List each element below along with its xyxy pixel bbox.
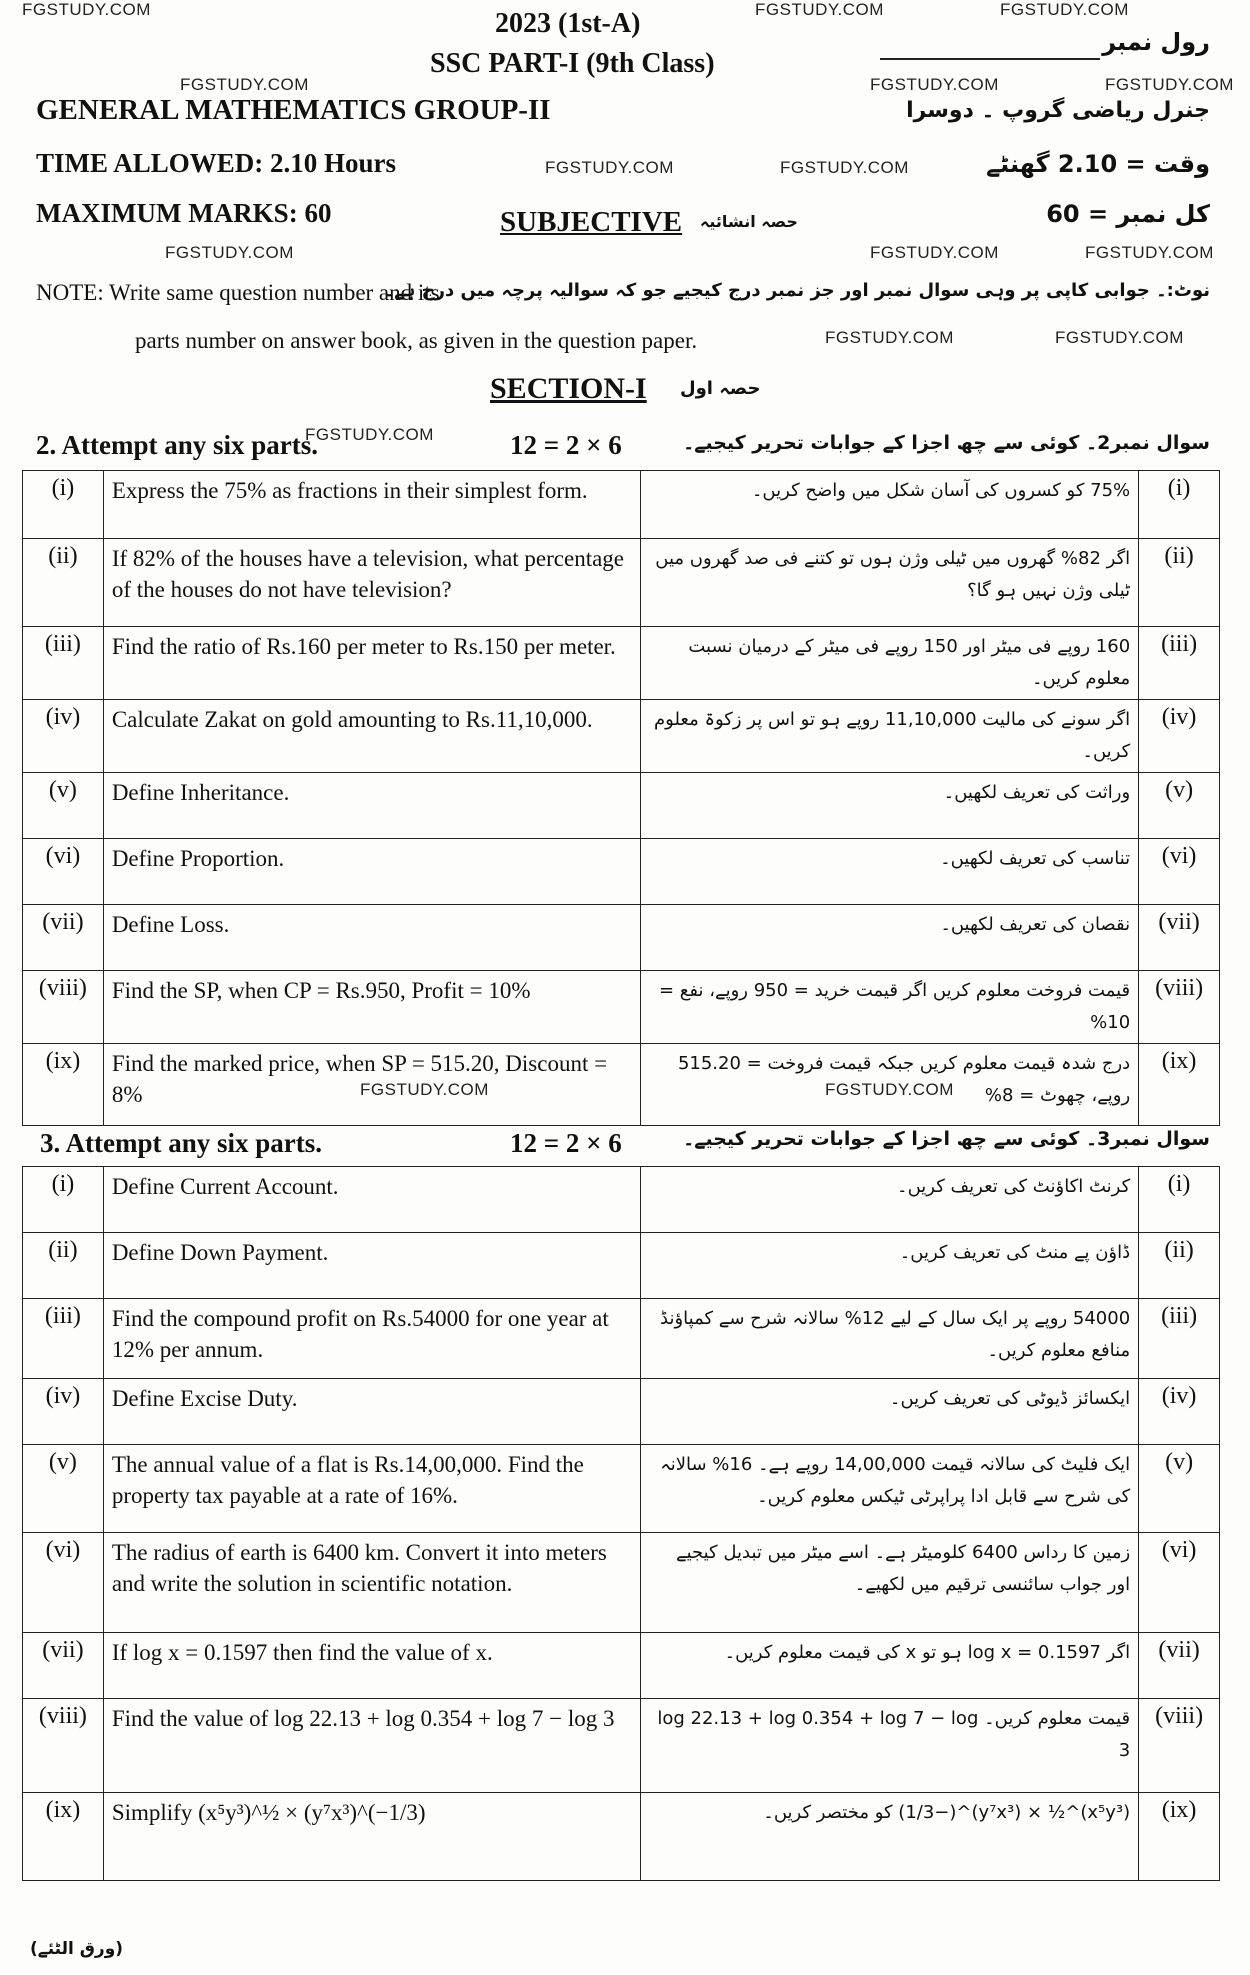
question-text-urdu: اگر سونے کی مالیت 11,10,000 روپے ہو تو اس پر زکوۃ معلوم کریں۔ — [640, 700, 1138, 773]
part-number: (v) — [23, 773, 104, 839]
question-text: If 82% of the houses have a television, what percentage of the houses do not have television? — [103, 539, 640, 627]
q2-heading: 2. Attempt any six parts. — [36, 430, 318, 460]
question-row — [23, 1633, 1220, 1699]
part-number-urdu: (iv) — [1139, 700, 1220, 773]
watermark: FGSTUDY.COM — [22, 0, 151, 19]
part-number-urdu: (v) — [1139, 773, 1220, 839]
question-text-urdu: کرنٹ اکاؤنٹ کی تعریف کریں۔ — [640, 1167, 1138, 1233]
roll-number-line — [880, 58, 1100, 60]
watermark: FGSTUDY.COM — [305, 425, 434, 444]
part-number: (vii) — [23, 1633, 104, 1699]
watermark: FGSTUDY.COM — [1085, 243, 1214, 262]
watermark: FGSTUDY.COM — [825, 1080, 954, 1099]
part-number: (viii) — [23, 1699, 104, 1793]
part-number: (iv) — [23, 700, 104, 773]
question-text-urdu: 54000 روپے پر ایک سال کے لیے 12% سالانہ شرح سے کمپاؤنڈ منافع معلوم کریں۔ — [640, 1299, 1138, 1379]
question-text-urdu: ڈاؤن پے منٹ کی تعریف کریں۔ — [640, 1233, 1138, 1299]
maximum-marks: MAXIMUM MARKS: 60 — [36, 198, 332, 228]
question-text: Calculate Zakat on gold amounting to Rs.11,10,000. — [103, 700, 640, 773]
question-text-urdu: قیمت معلوم کریں۔ log 22.13 + log 0.354 + log 7 − log 3 — [640, 1699, 1138, 1793]
part-number-urdu: (vii) — [1139, 1633, 1220, 1699]
question-row — [23, 700, 1220, 773]
q3-table — [22, 1166, 1220, 1881]
watermark: FGSTUDY.COM — [1000, 0, 1129, 19]
question-row — [23, 1793, 1220, 1881]
question-text-urdu: ایکسائز ڈیوٹی کی تعریف کریں۔ — [640, 1379, 1138, 1445]
question-text-urdu: درج شدہ قیمت معلوم کریں جبکہ قیمت فروخت = 515.20 روپے، چھوٹ = 8% — [640, 1044, 1138, 1126]
part-number-urdu: (vi) — [1139, 1533, 1220, 1633]
question-text-urdu: 75% کو کسروں کی آسان شکل میں واضح کریں۔ — [640, 471, 1138, 539]
question-row — [23, 1299, 1220, 1379]
question-text: Define Inheritance. — [103, 773, 640, 839]
question-text-urdu: 160 روپے فی میٹر اور 150 روپے فی میٹر کے درمیان نسبت معلوم کریں۔ — [640, 627, 1138, 700]
part-number-urdu: (iii) — [1139, 627, 1220, 700]
question-text: Express the 75% as fractions in their simplest form. — [103, 471, 640, 539]
section-title: SECTION-I — [490, 372, 647, 405]
watermark: FGSTUDY.COM — [755, 0, 884, 19]
question-row — [23, 971, 1220, 1044]
question-text: Find the marked price, when SP = 515.20, Discount = 8% — [103, 1044, 640, 1126]
question-text: Define Proportion. — [103, 839, 640, 905]
part-number: (ix) — [23, 1044, 104, 1126]
note-urdu: نوٹ:۔ جوابی کاپی پر وہی سوال نمبر اور جز نمبر درج کیجیے جو کہ سوالیہ پرچہ میں درج ہے۔ — [383, 280, 1210, 301]
part-number-urdu: (vi) — [1139, 839, 1220, 905]
watermark: FGSTUDY.COM — [825, 328, 954, 347]
question-row — [23, 1379, 1220, 1445]
class-line: SSC PART-I (9th Class) — [430, 48, 715, 79]
subject-title: GENERAL MATHEMATICS GROUP-II — [36, 94, 551, 126]
watermark: FGSTUDY.COM — [870, 75, 999, 94]
note-english: NOTE: Write same question number and its — [36, 280, 440, 305]
question-text-urdu: وراثت کی تعریف لکھیں۔ — [640, 773, 1138, 839]
subjective-label-urdu: حصہ انشائیہ — [700, 212, 798, 231]
q3-heading-urdu: سوال نمبر3۔ کوئی سے چھ اجزا کے جوابات تحریر کیجیے۔ — [683, 1128, 1210, 1150]
part-number-urdu: (iv) — [1139, 1379, 1220, 1445]
question-row — [23, 1044, 1220, 1126]
question-text-urdu: اگر log x = 0.1597 ہو تو x کی قیمت معلوم کریں۔ — [640, 1633, 1138, 1699]
question-row — [23, 1445, 1220, 1533]
maximum-marks-urdu: کل نمبر = 60 — [1046, 200, 1210, 228]
time-allowed-urdu: وقت = 2.10 گھنٹے — [986, 150, 1210, 178]
question-text: Define Loss. — [103, 905, 640, 971]
question-row — [23, 627, 1220, 700]
part-number-urdu: (v) — [1139, 1445, 1220, 1533]
part-number-urdu: (i) — [1139, 1167, 1220, 1233]
watermark: FGSTUDY.COM — [780, 158, 909, 177]
part-number: (iv) — [23, 1379, 104, 1445]
question-text: Define Down Payment. — [103, 1233, 640, 1299]
part-number-urdu: (viii) — [1139, 1699, 1220, 1793]
year-line: 2023 (1st-A) — [495, 8, 641, 39]
watermark: FGSTUDY.COM — [1105, 75, 1234, 94]
part-number: (v) — [23, 1445, 104, 1533]
question-row — [23, 471, 1220, 539]
watermark: FGSTUDY.COM — [180, 75, 309, 94]
question-text: Find the value of log 22.13 + log 0.354 + log 7 − log 3 — [103, 1699, 640, 1793]
question-text: If log x = 0.1597 then find the value of x. — [103, 1633, 640, 1699]
question-text-urdu: (x⁵y³)^½ × (y⁷x³)^(−1/3) کو مختصر کریں۔ — [640, 1793, 1138, 1881]
q3-marks: 12 = 2 × 6 — [510, 1128, 622, 1158]
part-number: (vii) — [23, 905, 104, 971]
question-row — [23, 1533, 1220, 1633]
part-number: (ii) — [23, 1233, 104, 1299]
part-number-urdu: (viii) — [1139, 971, 1220, 1044]
question-text: Define Current Account. — [103, 1167, 640, 1233]
question-row — [23, 839, 1220, 905]
question-text-urdu: ایک فلیٹ کی سالانہ قیمت 14,00,000 روپے ہے۔ 16% سالانہ کی شرح سے قابل ادا پراپرٹی ٹیکس معلوم کریں۔ — [640, 1445, 1138, 1533]
question-row — [23, 1699, 1220, 1793]
part-number: (iii) — [23, 1299, 104, 1379]
roll-number-label: رول نمبر — [1102, 28, 1210, 56]
question-text: The radius of earth is 6400 km. Convert it into meters and write the solution in scientific notation. — [103, 1533, 640, 1633]
question-text-urdu: نقصان کی تعریف لکھیں۔ — [640, 905, 1138, 971]
subject-title-urdu: جنرل ریاضی گروپ ۔ دوسرا — [906, 98, 1210, 123]
part-number: (viii) — [23, 971, 104, 1044]
question-text: Find the compound profit on Rs.54000 for one year at 12% per annum. — [103, 1299, 640, 1379]
part-number-urdu: (iii) — [1139, 1299, 1220, 1379]
q2-table — [22, 470, 1220, 1126]
question-text-urdu: تناسب کی تعریف لکھیں۔ — [640, 839, 1138, 905]
watermark: FGSTUDY.COM — [545, 158, 674, 177]
question-text-urdu: قیمت فروخت معلوم کریں اگر قیمت خرید = 950 روپے، نفع = 10% — [640, 971, 1138, 1044]
part-number-urdu: (ix) — [1139, 1793, 1220, 1881]
watermark: FGSTUDY.COM — [870, 243, 999, 262]
watermark: FGSTUDY.COM — [1055, 328, 1184, 347]
question-text: Define Excise Duty. — [103, 1379, 640, 1445]
part-number: (i) — [23, 471, 104, 539]
question-text: Simplify (x⁵y³)^½ × (y⁷x³)^(−1/3) — [103, 1793, 640, 1881]
part-number-urdu: (ix) — [1139, 1044, 1220, 1126]
part-number: (ix) — [23, 1793, 104, 1881]
part-number: (vi) — [23, 839, 104, 905]
q3-heading: 3. Attempt any six parts. — [40, 1128, 322, 1158]
part-number: (iii) — [23, 627, 104, 700]
time-allowed: TIME ALLOWED: 2.10 Hours — [36, 148, 397, 178]
part-number-urdu: (ii) — [1139, 1233, 1220, 1299]
part-number: (i) — [23, 1167, 104, 1233]
q2-heading-urdu: سوال نمبر2۔ کوئی سے چھ اجزا کے جوابات تحریر کیجیے۔ — [683, 432, 1210, 454]
watermark: FGSTUDY.COM — [360, 1080, 489, 1099]
question-text: Find the ratio of Rs.160 per meter to Rs.150 per meter. — [103, 627, 640, 700]
part-number-urdu: (vii) — [1139, 905, 1220, 971]
section-title-urdu: حصہ اول — [680, 378, 761, 399]
watermark: FGSTUDY.COM — [165, 243, 294, 262]
part-number-urdu: (ii) — [1139, 539, 1220, 627]
question-row — [23, 1233, 1220, 1299]
question-row — [23, 1167, 1220, 1233]
question-row — [23, 773, 1220, 839]
question-text: Find the SP, when CP = Rs.950, Profit = 10% — [103, 971, 640, 1044]
note-english-continued: parts number on answer book, as given in the question paper. — [135, 328, 698, 353]
question-text: The annual value of a flat is Rs.14,00,000. Find the property tax payable at a rate of 16%. — [103, 1445, 640, 1533]
question-row — [23, 905, 1220, 971]
part-number-urdu: (i) — [1139, 471, 1220, 539]
question-text-urdu: اگر 82% گھروں میں ٹیلی وژن ہوں تو کتنے فی صد گھروں میں ٹیلی وژن نہیں ہو گا؟ — [640, 539, 1138, 627]
question-text-urdu: زمین کا رداس 6400 کلومیٹر ہے۔ اسے میٹر میں تبدیل کیجیے اور جواب سائنسی ترقیم میں لکھیے۔ — [640, 1533, 1138, 1633]
question-row — [23, 539, 1220, 627]
part-number: (ii) — [23, 539, 104, 627]
turn-over-note: (ورق الٹئے) — [30, 1939, 124, 1959]
subjective-label: SUBJECTIVE — [500, 206, 683, 238]
part-number: (vi) — [23, 1533, 104, 1633]
q2-marks: 12 = 2 × 6 — [510, 430, 622, 460]
